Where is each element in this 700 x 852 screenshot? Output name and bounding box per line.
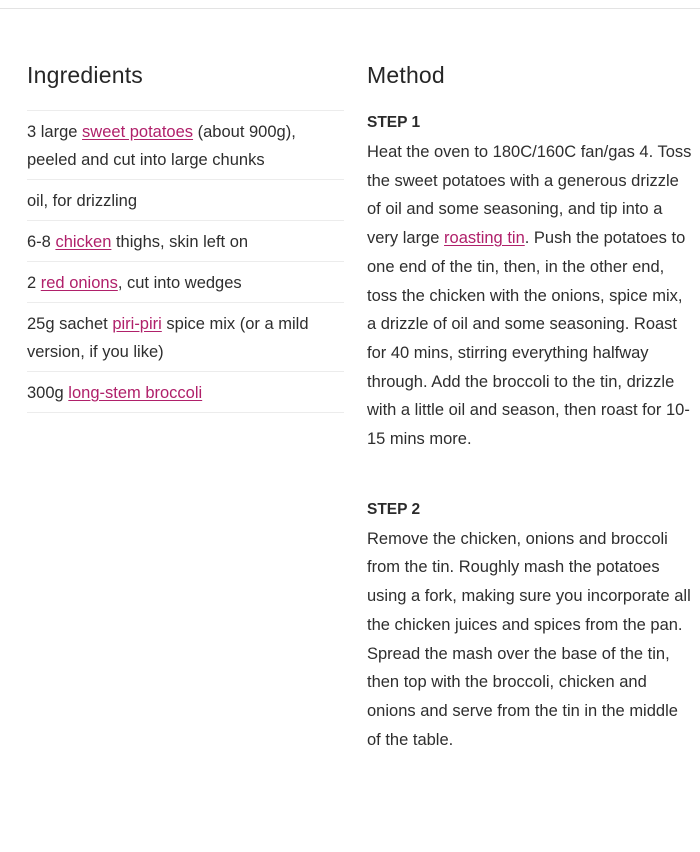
ingredient-item [27,180,344,221]
ingredient-text: 6-8 [27,233,56,251]
ingredient-item [27,372,344,413]
method-step [367,112,692,454]
method-step [367,499,692,755]
ingredient-item [27,262,344,303]
step-text-part: . Push the potatoes to one end of the tin, then, in the other end, toss the chicken with the onions, spice mix, a drizzle of oil and some seasoning. Roast for 40 mins, stirring everything halfway through. Add the broccoli to the tin, drizzle with a little oil and season, then roast for 10-15 mins more. [367,229,690,449]
ingredient-text: (about 900g), peeled and cut into large chunks [27,123,296,169]
step-text [367,138,692,454]
ingredient-text: 3 large [27,123,83,141]
ingredients-section [27,58,344,413]
ingredient-link-chicken[interactable]: chicken [55,233,112,251]
step-text [367,525,692,755]
ingredient-text: 25g sachet [27,315,113,333]
ingredient-text: , cut into wedges [117,274,242,292]
step-link-roasting-tin[interactable]: roasting tin [444,229,525,248]
ingredient-text: oil, for drizzling [27,192,138,210]
ingredient-text: 300g [27,384,69,402]
ingredient-item [27,111,344,180]
ingredient-link-long-stem-broccoli[interactable]: long-stem broccoli [68,384,203,402]
method-heading: Method [367,62,445,88]
ingredients-list [27,110,344,413]
ingredient-text: 2 [27,274,41,292]
method-section [367,58,692,754]
step-title: STEP 2 [367,500,421,518]
top-divider [0,8,700,9]
ingredient-text: thighs, skin left on [111,233,249,251]
ingredient-text: spice mix (or a mild version, if you like) [27,315,309,361]
ingredient-item [27,303,344,372]
ingredients-heading: Ingredients [27,62,143,88]
step-text-part: Remove the chicken, onions and broccoli from the tin. Roughly mash the potatoes using a fork, making sure you incorporate all the chicken juices and spices from the pan. Spread the mash over the base of the tin, then top with the broccoli, chicken and onions and serve from the tin in the middle of the table. [367,529,691,749]
step-title: STEP 1 [367,114,421,131]
ingredient-item [27,221,344,262]
ingredient-link-piri-piri[interactable]: piri-piri [112,315,162,333]
ingredient-link-sweet-potatoes[interactable]: sweet potatoes [82,123,194,141]
ingredient-link-red-onions[interactable]: red onions [40,274,118,292]
step-text-part: Heat the oven to 180C/160C fan/gas 4. Toss the sweet potatoes with a generous drizzle of oil and some seasoning, and tip into a very large [367,143,692,248]
